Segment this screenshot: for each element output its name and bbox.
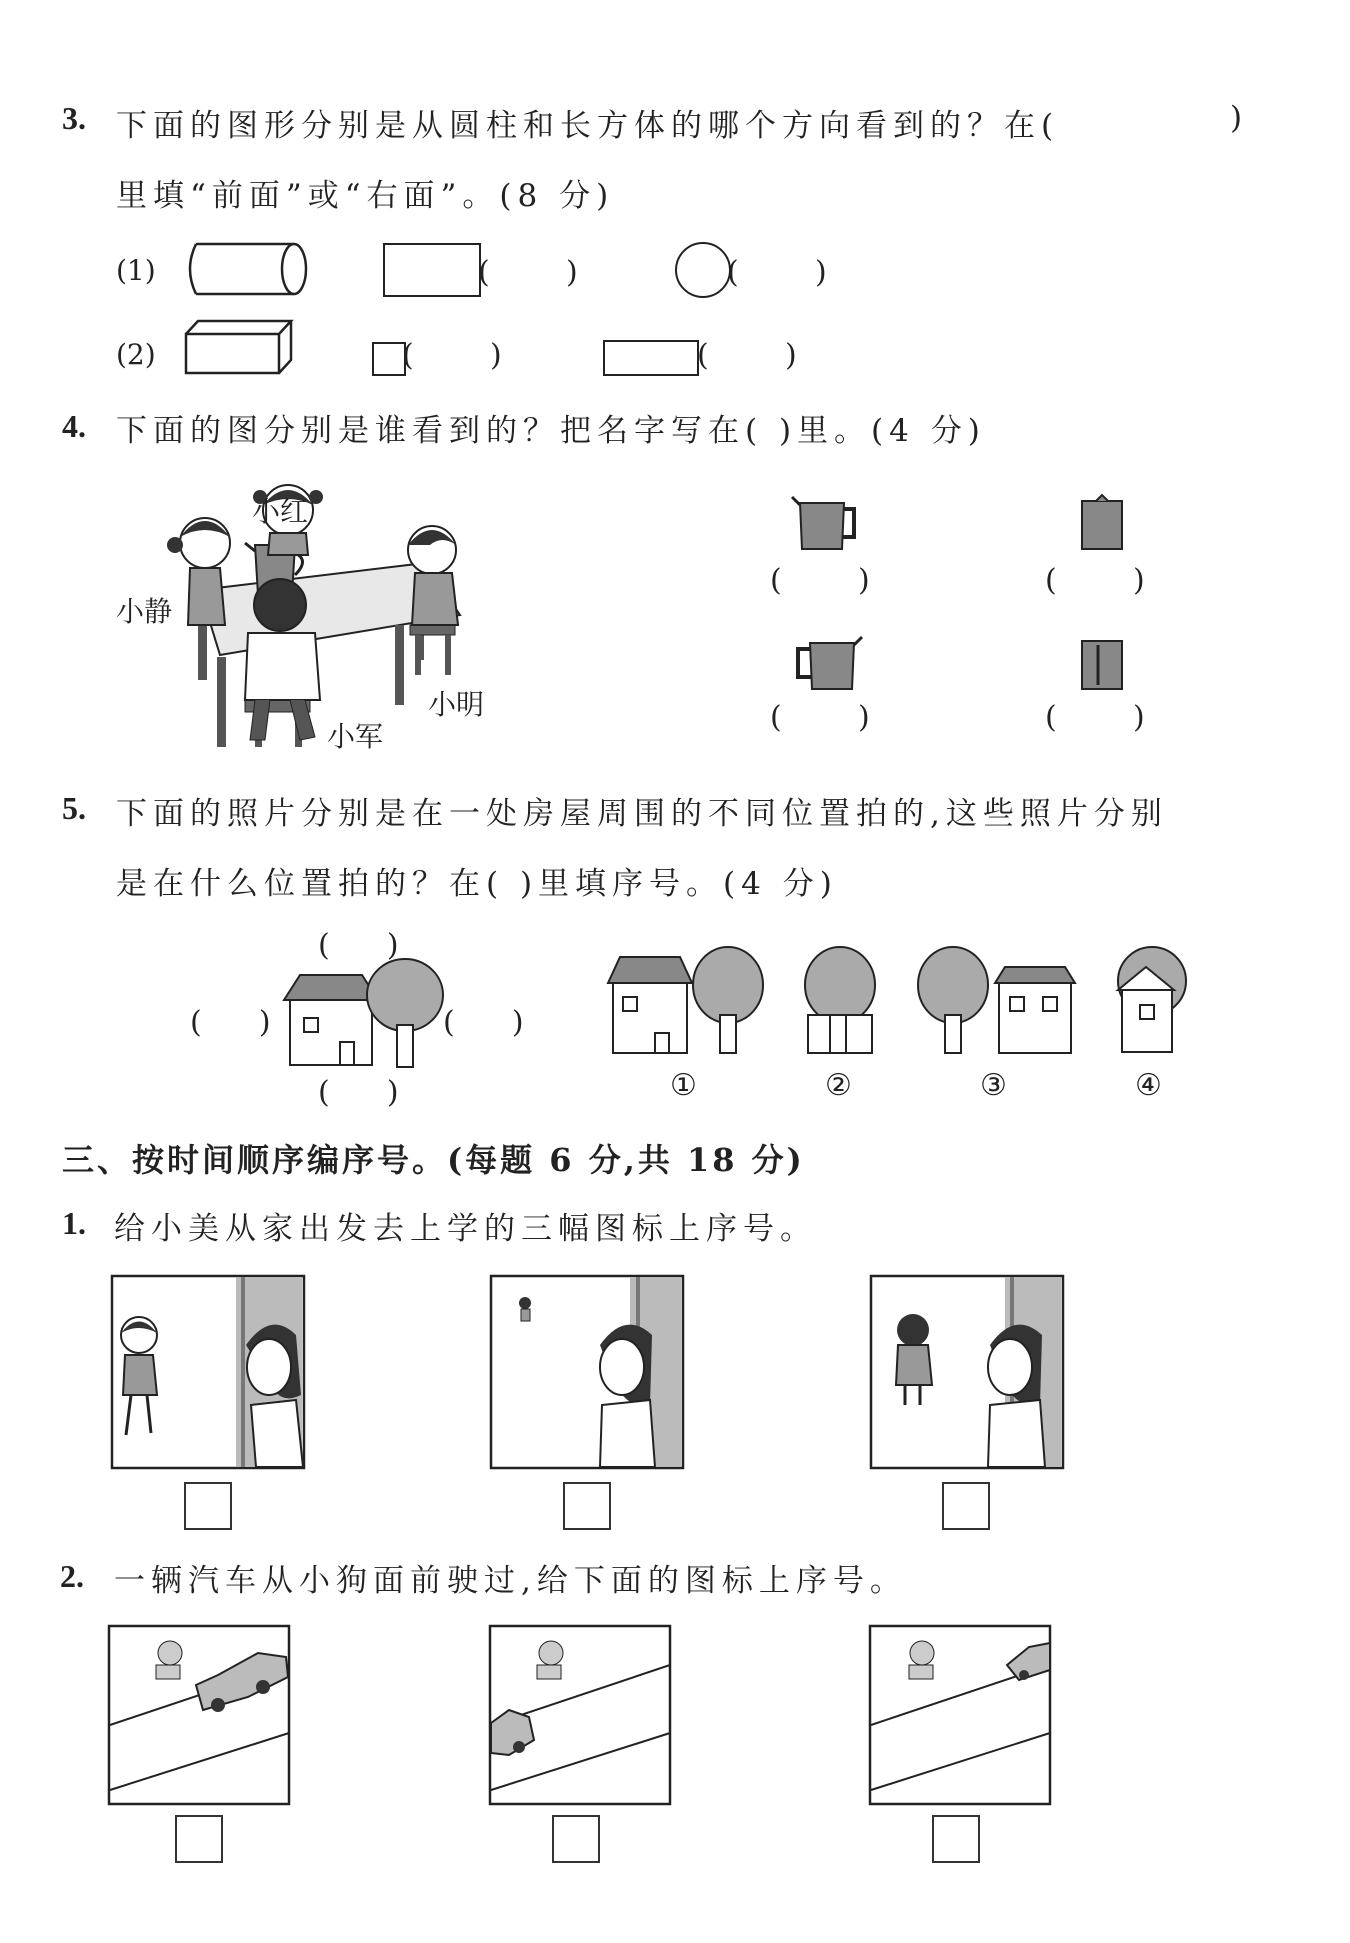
photo-2-label: ② xyxy=(825,1068,852,1103)
q3-text-line1: 下面的图形分别是从圆柱和长方体的哪个方向看到的？在( xyxy=(116,108,1060,144)
car-panel-2 xyxy=(489,1625,671,1805)
q4-number: 4. xyxy=(62,408,86,444)
s3q2-number: 2. xyxy=(60,1558,84,1594)
q3-blank-1[interactable]: ( ) xyxy=(478,255,578,290)
photo-4-house-front-tree-behind xyxy=(1110,945,1190,1060)
q3-text-line2: 里填“前面”或“右面”。(8 分) xyxy=(116,178,615,214)
q4-blank-4[interactable]: ( ) xyxy=(1045,700,1145,735)
q5-blank-bottom[interactable]: ( ) xyxy=(318,1075,399,1110)
school-panel-2 xyxy=(490,1275,684,1469)
q5-text-line2: 是在什么位置拍的？在( )里填序号。(4 分) xyxy=(116,866,838,902)
car-panel-1 xyxy=(108,1625,290,1805)
q4-blank-2[interactable]: ( ) xyxy=(1045,563,1145,598)
school-panel-1 xyxy=(111,1275,305,1469)
name-xiaojun: 小军 xyxy=(327,720,384,753)
school-order-box-3[interactable] xyxy=(942,1482,990,1530)
s3q1-text: 给小美从家出发去上学的三幅图标上序号。 xyxy=(114,1211,817,1247)
car-panel-3 xyxy=(869,1625,1051,1805)
car-order-box-1[interactable] xyxy=(175,1815,223,1863)
name-xiaoming: 小明 xyxy=(428,688,485,721)
q5-text-line1: 下面的照片分别是在一处房屋周围的不同位置拍的,这些照片分别 xyxy=(116,796,1168,832)
school-panel-3 xyxy=(870,1275,1064,1469)
school-order-box-2[interactable] xyxy=(563,1482,611,1530)
photo-4-label: ④ xyxy=(1135,1068,1162,1103)
s3q2-text: 一辆汽车从小狗面前驶过,给下面的图标上序号。 xyxy=(114,1563,907,1599)
q3-text-line1-close: ) xyxy=(1230,100,1249,136)
kettle-view-4 xyxy=(1078,635,1128,693)
q3-row1-label: (1) xyxy=(116,254,156,287)
q4-blank-3[interactable]: ( ) xyxy=(770,700,870,735)
q5-blank-right[interactable]: ( ) xyxy=(443,1005,524,1040)
car-order-box-3[interactable] xyxy=(932,1815,980,1863)
q3-circle-view xyxy=(675,242,731,298)
q5-number: 5. xyxy=(62,790,86,826)
q3-blank-2[interactable]: ( ) xyxy=(727,255,827,290)
kettle-view-2 xyxy=(1078,495,1128,553)
photo-1-house-left-tree-right xyxy=(605,945,765,1060)
school-order-box-1[interactable] xyxy=(184,1482,232,1530)
kettle-view-1 xyxy=(792,495,862,553)
house-and-tree-top-view xyxy=(280,960,450,1070)
photo-2-tree-front xyxy=(800,945,880,1060)
q3-number: 3. xyxy=(62,100,86,136)
photo-1-label: ① xyxy=(670,1068,697,1103)
q4-blank-1[interactable]: ( ) xyxy=(770,563,870,598)
section-3-title: 三、按时间顺序编序号。(每题 6 分,共 18 分) xyxy=(62,1141,805,1179)
name-xiaojing: 小静 xyxy=(116,595,173,628)
q3-blank-3[interactable]: ( ) xyxy=(402,338,502,373)
q5-blank-left[interactable]: ( ) xyxy=(190,1005,271,1040)
cylinder-side-figure xyxy=(182,240,312,298)
q4-text: 下面的图分别是谁看到的？把名字写在( )里。(4 分) xyxy=(116,413,986,449)
q3-row2-label: (2) xyxy=(116,338,156,371)
kettle-view-3 xyxy=(792,635,862,693)
q5-blank-top[interactable]: ( ) xyxy=(318,928,399,963)
s3q1-number: 1. xyxy=(62,1205,86,1241)
q3-blank-4[interactable]: ( ) xyxy=(697,338,797,373)
photo-3-label: ③ xyxy=(980,1068,1007,1103)
q3-square-view xyxy=(372,342,406,376)
q3-rect-view-2 xyxy=(603,340,699,376)
car-order-box-2[interactable] xyxy=(552,1815,600,1863)
name-xiaohong: 小红 xyxy=(252,495,309,528)
photo-3-tree-left-house-right xyxy=(915,945,1080,1060)
q3-rect-view-1 xyxy=(383,243,481,297)
cuboid-figure xyxy=(183,318,295,376)
